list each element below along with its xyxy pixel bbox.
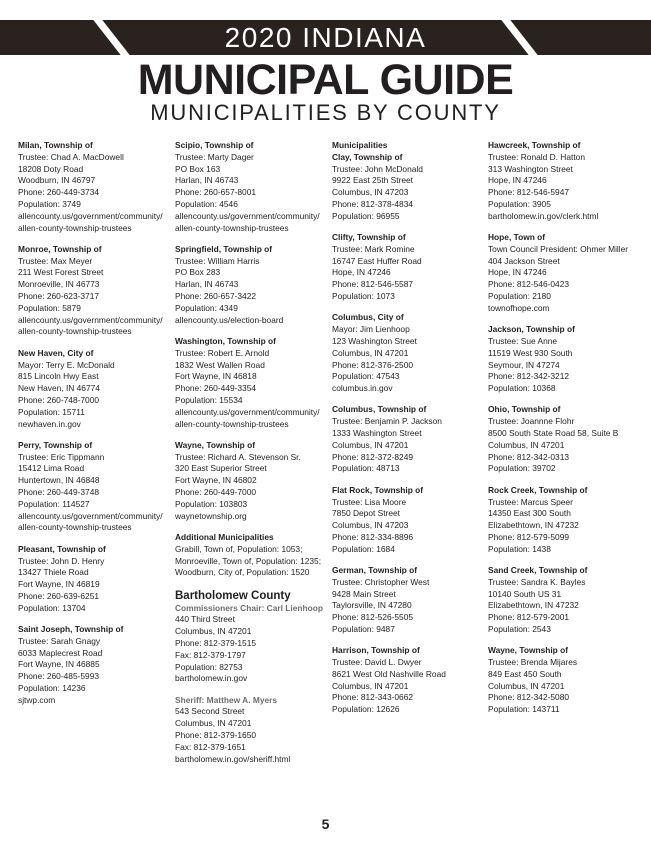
entry-line: Trustee: Joannne Flohr <box>488 416 575 427</box>
entry-line: Phone: 812-378-4834 <box>332 198 414 209</box>
entry-line: Population: 12626 <box>332 704 400 715</box>
entry-title: Hope, Town of <box>488 232 546 243</box>
entry-line: allencounty.us/election-board <box>175 314 284 325</box>
entry-line: 18208 Doty Road <box>18 163 84 174</box>
entry-line: Columbus, IN 47203 <box>332 520 409 531</box>
entry-title: Scipio, Township of <box>175 140 254 150</box>
entry-line: 16747 East Huffer Road <box>332 255 422 266</box>
entry-title: New Haven, City of <box>18 347 94 358</box>
entry-title: Flat Rock, Township of <box>332 484 424 495</box>
entry-line: Columbus, IN 47201 <box>332 347 409 358</box>
entry-title: Clay, Township of <box>332 151 403 162</box>
directory-entry <box>332 312 484 395</box>
entry-title: German, Township of <box>332 565 417 575</box>
entry-line: allen-county-township-trustees <box>18 522 132 533</box>
entry-line: PO Box 163 <box>175 163 221 174</box>
directory-entry <box>488 565 640 636</box>
entry-title: Jackson, Township of <box>488 324 575 335</box>
entry-title: Washington, Township of <box>175 335 276 346</box>
entry-line: Trustee: Marcus Speer <box>488 496 573 507</box>
entry-line: 9428 Main Street <box>332 588 396 599</box>
entry-line: 8500 South State Road 58, Suite B <box>488 428 619 439</box>
entry-line: Elizabethtown, IN 47232 <box>488 600 579 611</box>
entry-line: Columbus, IN 47201 <box>175 718 252 729</box>
county-commissioners <box>175 603 327 686</box>
entry-line: Town Council President: Ohmer Miller <box>488 243 629 254</box>
entry-line: Population: 5879 <box>18 302 81 313</box>
entry-line: 211 West Forest Street <box>18 267 104 278</box>
entry-line: Columbus, IN 47201 <box>332 680 409 691</box>
entry-line: Population: 39702 <box>488 463 556 474</box>
entry-line: Fax: 812-379-1651 <box>175 741 246 752</box>
entry-line: Fort Wayne, IN 46818 <box>175 371 257 382</box>
entry-line: Population: 1684 <box>332 543 395 554</box>
entry-line: allen-county-township-trustees <box>18 222 132 233</box>
entry-line: Phone: 812-526-5505 <box>332 612 414 623</box>
entry-line: Trustee: Christopher West <box>332 576 430 587</box>
entry-line: Huntertown, IN 46848 <box>18 475 100 486</box>
directory-entry <box>18 544 170 615</box>
entry-line: Phone: 812-379-1515 <box>175 637 257 648</box>
directory-entry <box>488 485 640 556</box>
entry-line: waynetownship.org <box>175 510 247 521</box>
entry-line: Population: 1438 <box>488 543 551 554</box>
entry-line: Phone: 260-748-7000 <box>18 394 100 405</box>
page-number: 5 <box>321 816 330 832</box>
entry-line: Phone: 260-449-7000 <box>175 487 257 498</box>
directory-entry <box>175 244 327 327</box>
entry-line: Phone: 260-657-3422 <box>175 291 257 302</box>
directory-entry <box>18 244 170 338</box>
entry-line: allencounty.us/government/community/ <box>175 210 320 221</box>
entry-title: Milan, Township of <box>18 140 93 150</box>
entry-line: 10140 South US 31 <box>488 588 562 599</box>
entry-line: Phone: 812-343-0662 <box>332 692 414 703</box>
directory-entry <box>332 565 484 636</box>
entry-title: Columbus, City of <box>332 312 404 323</box>
entry-line: Population: 10368 <box>488 383 556 394</box>
entry-line: Fort Wayne, IN 46885 <box>18 659 100 670</box>
entry-line: 1832 West Wallen Road <box>175 359 265 370</box>
entry-line: Population: 82753 <box>175 661 243 672</box>
entry-line: Phone: 260-449-3354 <box>175 383 257 394</box>
directory-entry <box>488 645 640 716</box>
entry-line: Population: 103803 <box>175 498 248 509</box>
entry-line: Phone: 260-449-3748 <box>18 487 100 498</box>
entry-line: Population: 13704 <box>18 602 86 613</box>
entry-line: sjtwp.com <box>18 694 56 705</box>
entry-line: 8621 West Old Nashville Road <box>332 668 446 679</box>
entry-line: Trustee: David L. Dwyer <box>332 657 422 668</box>
entry-line: Woodburn, IN 46797 <box>18 175 96 186</box>
section-label: Municipalities <box>332 140 388 150</box>
entry-title: Sand Creek, Township of <box>488 565 588 575</box>
entry-line: 11519 West 930 South <box>488 347 573 358</box>
entry-title: Pleasant, Township of <box>18 543 106 554</box>
directory-entry <box>488 140 640 223</box>
entry-line: Trustee: Sue Anne <box>488 335 558 346</box>
entry-line: Phone: 812-334-8896 <box>332 531 414 542</box>
directory-entry <box>332 404 484 475</box>
directory-entry <box>175 532 327 579</box>
directory-entry <box>175 336 327 430</box>
entry-line: 15412 Lima Road <box>18 463 85 474</box>
entry-line: Phone: 260-485-5993 <box>18 671 100 682</box>
header-banner <box>0 20 651 55</box>
entry-line: New Haven, IN 46774 <box>18 383 100 394</box>
entry-line: 849 East 450 South <box>488 668 562 679</box>
entry-title: Harrison, Township of <box>332 645 420 656</box>
entry-line: Phone: 260-623-3717 <box>18 291 100 302</box>
entry-line: Population: 3749 <box>18 198 81 209</box>
entry-line: bartholomew.in.gov/sheriff.html <box>175 753 291 764</box>
page-title: MUNICIPAL GUIDE <box>137 56 514 104</box>
entry-line: Taylorsville, IN 47280 <box>332 600 412 611</box>
entry-line: Trustee: Richard A. Stevenson Sr. <box>175 451 301 462</box>
entry-line: Harlan, IN 46743 <box>175 175 239 186</box>
entry-title: Springfield, Township of <box>175 243 273 254</box>
entry-line: Phone: 812-546-5947 <box>488 187 570 198</box>
directory-entry <box>175 440 327 523</box>
entry-text: Grabill, Town of, Population: 1053; Monroeville, Town of, Population: 1235; Woodburn, City of, Population: 1520 <box>175 543 322 578</box>
entry-line: Trustee: Ronald D. Hatton <box>488 151 585 162</box>
entry-line: Population: 15711 <box>18 406 85 417</box>
entry-line: 7850 Depot Street <box>332 508 400 519</box>
column-1 <box>18 140 170 716</box>
entry-line: Population: 2543 <box>488 623 551 634</box>
entry-line: Columbus, IN 47201 <box>175 626 252 637</box>
entry-line: Trustee: William Harris <box>175 255 260 266</box>
column-3 <box>332 140 484 726</box>
entry-line: Population: 1073 <box>332 291 395 302</box>
directory-entry <box>332 152 484 223</box>
entry-line: Harlan, IN 46743 <box>175 279 239 290</box>
entry-line: Phone: 812-546-0423 <box>488 279 570 290</box>
entry-line: Phone: 812-342-3212 <box>488 371 570 382</box>
directory-entry <box>18 348 170 431</box>
entry-line: 13427 Thiele Road <box>18 567 89 578</box>
entry-line: 9922 East 25th Street <box>332 175 414 186</box>
entry-line: 313 Washington Street <box>488 163 573 174</box>
entry-line: Phone: 812-342-5080 <box>488 692 570 703</box>
banner-title: 2020 INDIANA <box>224 22 427 53</box>
entry-title: Monroe, Township of <box>18 243 102 254</box>
sheriff-heading: Sheriff: Matthew A. Myers <box>175 694 278 705</box>
entry-line: Phone: 812-379-1650 <box>175 730 257 741</box>
entry-title: Clifty, Township of <box>332 232 406 243</box>
commissioners-heading: Commissioners Chair: Carl Lienhoop <box>175 602 323 613</box>
entry-line: Columbus, IN 47201 <box>488 439 565 450</box>
entry-line: allencounty.us/government/community/ <box>18 314 163 325</box>
county-heading: Bartholomew County <box>175 589 291 602</box>
entry-line: Population: 9487 <box>332 623 395 634</box>
entry-line: allencounty.us/government/community/ <box>18 510 163 521</box>
page-subtitle: MUNICIPALITIES BY COUNTY <box>150 100 501 125</box>
entry-line: Phone: 260-449-3734 <box>18 187 100 198</box>
entry-line: Trustee: Brenda Mijares <box>488 657 578 668</box>
entry-line: Trustee: Benjamin P. Jackson <box>332 416 442 427</box>
entry-line: Population: 143711 <box>488 704 560 715</box>
entry-title: Hawcreek, Township of <box>488 140 581 150</box>
entry-line: Population: 2180 <box>488 291 551 302</box>
entry-line: Trustee: Marty Dager <box>175 151 254 162</box>
entry-line: Population: 14236 <box>18 682 86 693</box>
entry-line: Trustee: Robert E. Arnold <box>175 347 270 358</box>
entry-line: 123 Washington Street <box>332 335 417 346</box>
entry-line: Trustee: John McDonald <box>332 163 423 174</box>
entry-line: Population: 47543 <box>332 371 400 382</box>
entry-line: allencounty.us/government/community/ <box>18 210 163 221</box>
entry-line: Population: 3905 <box>488 198 551 209</box>
column-2 <box>175 140 327 775</box>
entry-line: Trustee: John D. Henry <box>18 555 105 566</box>
column-4 <box>488 140 640 726</box>
entry-line: Fax: 812-379-1797 <box>175 649 246 660</box>
entry-line: Fort Wayne, IN 46802 <box>175 475 257 486</box>
entry-line: Mayor: Jim Lienhoop <box>332 324 410 335</box>
entry-line: Trustee: Lisa Moore <box>332 496 407 507</box>
entry-line: Phone: 812-579-2001 <box>488 612 570 623</box>
entry-line: Hope, IN 47246 <box>488 175 547 186</box>
entry-line: Trustee: Sandra K. Bayles <box>488 576 586 587</box>
entry-line: Phone: 260-639-6251 <box>18 590 100 601</box>
entry-line: allen-county-township-trustees <box>175 222 289 233</box>
directory-entry <box>332 645 484 716</box>
entry-line: bartholomew.in.gov <box>175 673 248 684</box>
entry-line: Columbus, IN 47203 <box>332 187 409 198</box>
entry-line: Phone: 812-376-2500 <box>332 359 414 370</box>
directory-entry <box>175 140 327 234</box>
entry-line: Phone: 260-657-8001 <box>175 187 257 198</box>
entry-line: newhaven.in.gov <box>18 418 81 429</box>
entry-line: 6033 Maplecrest Road <box>18 647 103 658</box>
entry-line: Phone: 812-342-0313 <box>488 451 570 462</box>
county-sheriff <box>175 695 327 766</box>
entry-line: bartholomew.in.gov/clerk.html <box>488 210 599 221</box>
entry-title: Additional Municipalities <box>175 531 274 542</box>
entry-line: Trustee: Chad A. MacDowell <box>18 151 124 162</box>
directory-entry <box>488 324 640 395</box>
entry-line: 815 Lincoln Hwy East <box>18 371 99 382</box>
entry-line: Trustee: Mark Romine <box>332 243 415 254</box>
entry-line: Phone: 812-579-5099 <box>488 531 570 542</box>
directory-entry <box>488 232 640 315</box>
entry-line: Columbus, IN 47201 <box>332 439 409 450</box>
entry-line: 404 Jackson Street <box>488 255 560 266</box>
entry-line: 1333 Washington Street <box>332 428 422 439</box>
entry-line: 320 East Superior Street <box>175 463 267 474</box>
entry-line: townofhope.com <box>488 302 550 313</box>
entry-line: columbus.in.gov <box>332 383 393 394</box>
entry-line: 440 Third Street <box>175 614 235 625</box>
entry-line: Fort Wayne, IN 46819 <box>18 579 100 590</box>
entry-line: Seymour, IN 47274 <box>488 359 560 370</box>
directory-entry <box>332 485 484 556</box>
entry-title: Saint Joseph, Township of <box>18 623 124 634</box>
entry-line: Population: 4349 <box>175 302 238 313</box>
entry-line: allen-county-township-trustees <box>18 326 132 337</box>
entry-line: Population: 4546 <box>175 198 238 209</box>
entry-title: Ohio, Township of <box>488 404 561 415</box>
entry-title: Wayne, Township of <box>175 439 256 450</box>
entry-title: Perry, Township of <box>18 439 93 450</box>
entry-line: 14350 East 300 South <box>488 508 571 519</box>
entry-line: Population: 15534 <box>175 394 243 405</box>
entry-line: Trustee: Max Meyer <box>18 255 93 266</box>
entry-line: Population: 48713 <box>332 463 400 474</box>
entry-line: 543 Second Street <box>175 706 245 717</box>
entry-line: Phone: 812-546-5587 <box>332 279 414 290</box>
entry-line: Trustee: Eric Tippmann <box>18 451 105 462</box>
entry-line: Monroeville, IN 46773 <box>18 279 100 290</box>
entry-line: Elizabethtown, IN 47232 <box>488 520 579 531</box>
entry-line: Population: 96955 <box>332 210 400 221</box>
entry-title: Rock Creek, Township of <box>488 484 588 495</box>
entry-title: Wayne, Township of <box>488 645 569 656</box>
entry-line: Columbus, IN 47201 <box>488 680 565 691</box>
directory-entry <box>332 232 484 303</box>
directory-entry <box>488 404 640 475</box>
entry-line: allencounty.us/government/community/ <box>175 406 320 417</box>
directory-entry <box>18 440 170 534</box>
entry-line: Trustee: Sarah Gnagy <box>18 635 101 646</box>
directory-entry <box>18 140 170 234</box>
entry-line: PO Box 283 <box>175 267 221 278</box>
entry-line: Phone: 812-372-8249 <box>332 451 414 462</box>
entry-line: Mayor: Terry E. McDonald <box>18 359 115 370</box>
entry-line: Population: 114527 <box>18 498 90 509</box>
entry-line: allen-county-township-trustees <box>175 418 289 429</box>
entry-title: Columbus, Township of <box>332 404 427 415</box>
entry-line: Hope, IN 47246 <box>488 267 547 278</box>
directory-entry <box>18 624 170 707</box>
entry-line: Hope, IN 47246 <box>332 267 391 278</box>
